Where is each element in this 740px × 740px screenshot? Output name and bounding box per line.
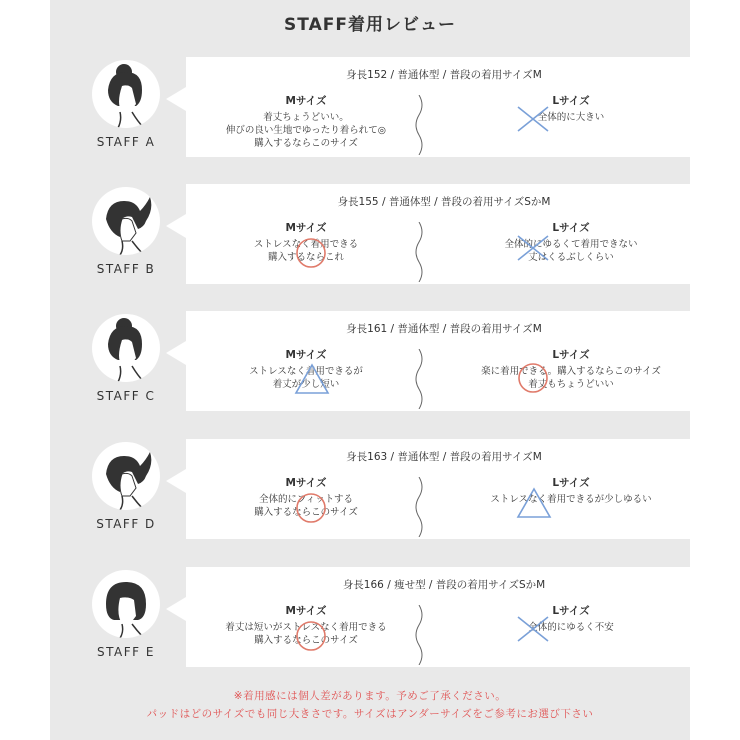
size-heading: Lサイズ xyxy=(552,222,590,234)
review-text-line: 着丈は短いがストレスなく着用できる xyxy=(225,622,387,633)
review-text-line: 全体的にゆるくて着用できない xyxy=(504,239,638,250)
divider-wave xyxy=(412,95,426,155)
review-card xyxy=(186,184,702,284)
review-text-line: 全体的にゆるく不安 xyxy=(528,622,614,633)
staff-review-block xyxy=(50,439,690,549)
review-card xyxy=(186,567,702,667)
divider-wave xyxy=(412,222,426,282)
bob-hair-icon xyxy=(92,570,160,638)
ponytail-hair-icon xyxy=(92,187,160,255)
staff-profile: 身長152 / 普通体型 / 普段の着用サイズM xyxy=(346,69,542,81)
review-text-line: 着丈が少し短い xyxy=(272,379,340,390)
review-text-line: 楽に着用できる。購入するならこのサイズ xyxy=(481,366,661,377)
ponytail-hair-icon xyxy=(92,442,160,510)
speech-bubble-tail xyxy=(166,87,186,111)
size-l-review xyxy=(456,349,686,391)
divider-wave xyxy=(412,605,426,665)
size-l-review xyxy=(456,477,686,506)
review-text-line: ストレスなく着用できるが xyxy=(249,366,363,377)
size-l-review xyxy=(456,605,686,634)
size-l-review xyxy=(456,95,686,124)
staff-profile: 身長163 / 普通体型 / 普段の着用サイズM xyxy=(346,451,542,463)
review-text-line: 着丈もちょうどいい xyxy=(528,379,614,390)
size-heading: Mサイズ xyxy=(285,605,327,617)
staff-review-block xyxy=(50,567,690,677)
size-m-review xyxy=(206,605,406,647)
staff-profile: 身長166 / 痩せ型 / 普段の着用サイズSかM xyxy=(342,579,546,591)
review-text-line: 購入するならこのサイズ xyxy=(254,635,358,646)
divider-wave xyxy=(412,477,426,537)
size-m-review xyxy=(206,477,406,519)
speech-bubble-tail xyxy=(166,214,186,238)
review-text-line: 購入するならこのサイズ xyxy=(254,507,358,518)
staff-name: STAFF A xyxy=(96,135,156,149)
size-heading: Mサイズ xyxy=(285,95,327,107)
size-m-review xyxy=(206,349,406,391)
size-heading: Lサイズ xyxy=(552,605,590,617)
review-text-line: 全体的に大きい xyxy=(537,112,605,123)
review-text-line: 着丈ちょうどいい。 xyxy=(263,112,349,123)
review-text-line: 全体的にフィットする xyxy=(259,494,353,505)
size-m-review xyxy=(206,222,406,264)
size-heading: Mサイズ xyxy=(285,349,327,361)
bun-hair-icon xyxy=(92,314,160,382)
size-heading: Lサイズ xyxy=(552,349,590,361)
staff-name: STAFF E xyxy=(97,645,155,659)
size-heading: Mサイズ xyxy=(285,477,327,489)
staff-name: STAFF D xyxy=(96,517,156,531)
page-title: STAFF着用レビュー xyxy=(284,15,456,35)
staff-review-block xyxy=(50,184,690,294)
review-text-line: ストレスなく着用できるが少しゆるい xyxy=(490,494,652,505)
size-l-review xyxy=(456,222,686,264)
size-guide-note: パッドはどのサイズでも同じ大きさです。サイズはアンダーサイズをご参考にお選び下さい xyxy=(146,708,594,720)
speech-bubble-tail xyxy=(166,597,186,621)
staff-name: STAFF B xyxy=(96,262,156,276)
divider-wave xyxy=(412,349,426,409)
disclaimer-note: ※着用感には個人差があります。予めご了承ください。 xyxy=(233,690,507,702)
speech-bubble-tail xyxy=(166,469,186,493)
size-heading: Mサイズ xyxy=(285,222,327,234)
staff-profile: 身長155 / 普通体型 / 普段の着用サイズSかM xyxy=(337,196,551,208)
size-heading: Lサイズ xyxy=(552,477,590,489)
size-heading: Lサイズ xyxy=(552,95,590,107)
review-text-line: 購入するならこれ xyxy=(267,252,344,263)
review-text-line: 伸びの良い生地でゆったり着られて◎ xyxy=(225,125,387,136)
staff-name: STAFF C xyxy=(96,389,156,403)
size-m-review xyxy=(206,95,406,150)
bun-hair-icon xyxy=(92,60,160,128)
review-text-line: ストレスなく着用できる xyxy=(253,239,359,250)
review-card xyxy=(186,57,702,157)
staff-profile: 身長161 / 普通体型 / 普段の着用サイズM xyxy=(346,323,542,335)
review-card xyxy=(186,311,702,411)
review-text-line: 購入するならこのサイズ xyxy=(254,138,358,149)
speech-bubble-tail xyxy=(166,341,186,365)
review-card xyxy=(186,439,702,539)
staff-review-block xyxy=(50,57,690,167)
review-text-line: 丈はくるぶしくらい xyxy=(528,252,614,263)
staff-review-block xyxy=(50,311,690,421)
